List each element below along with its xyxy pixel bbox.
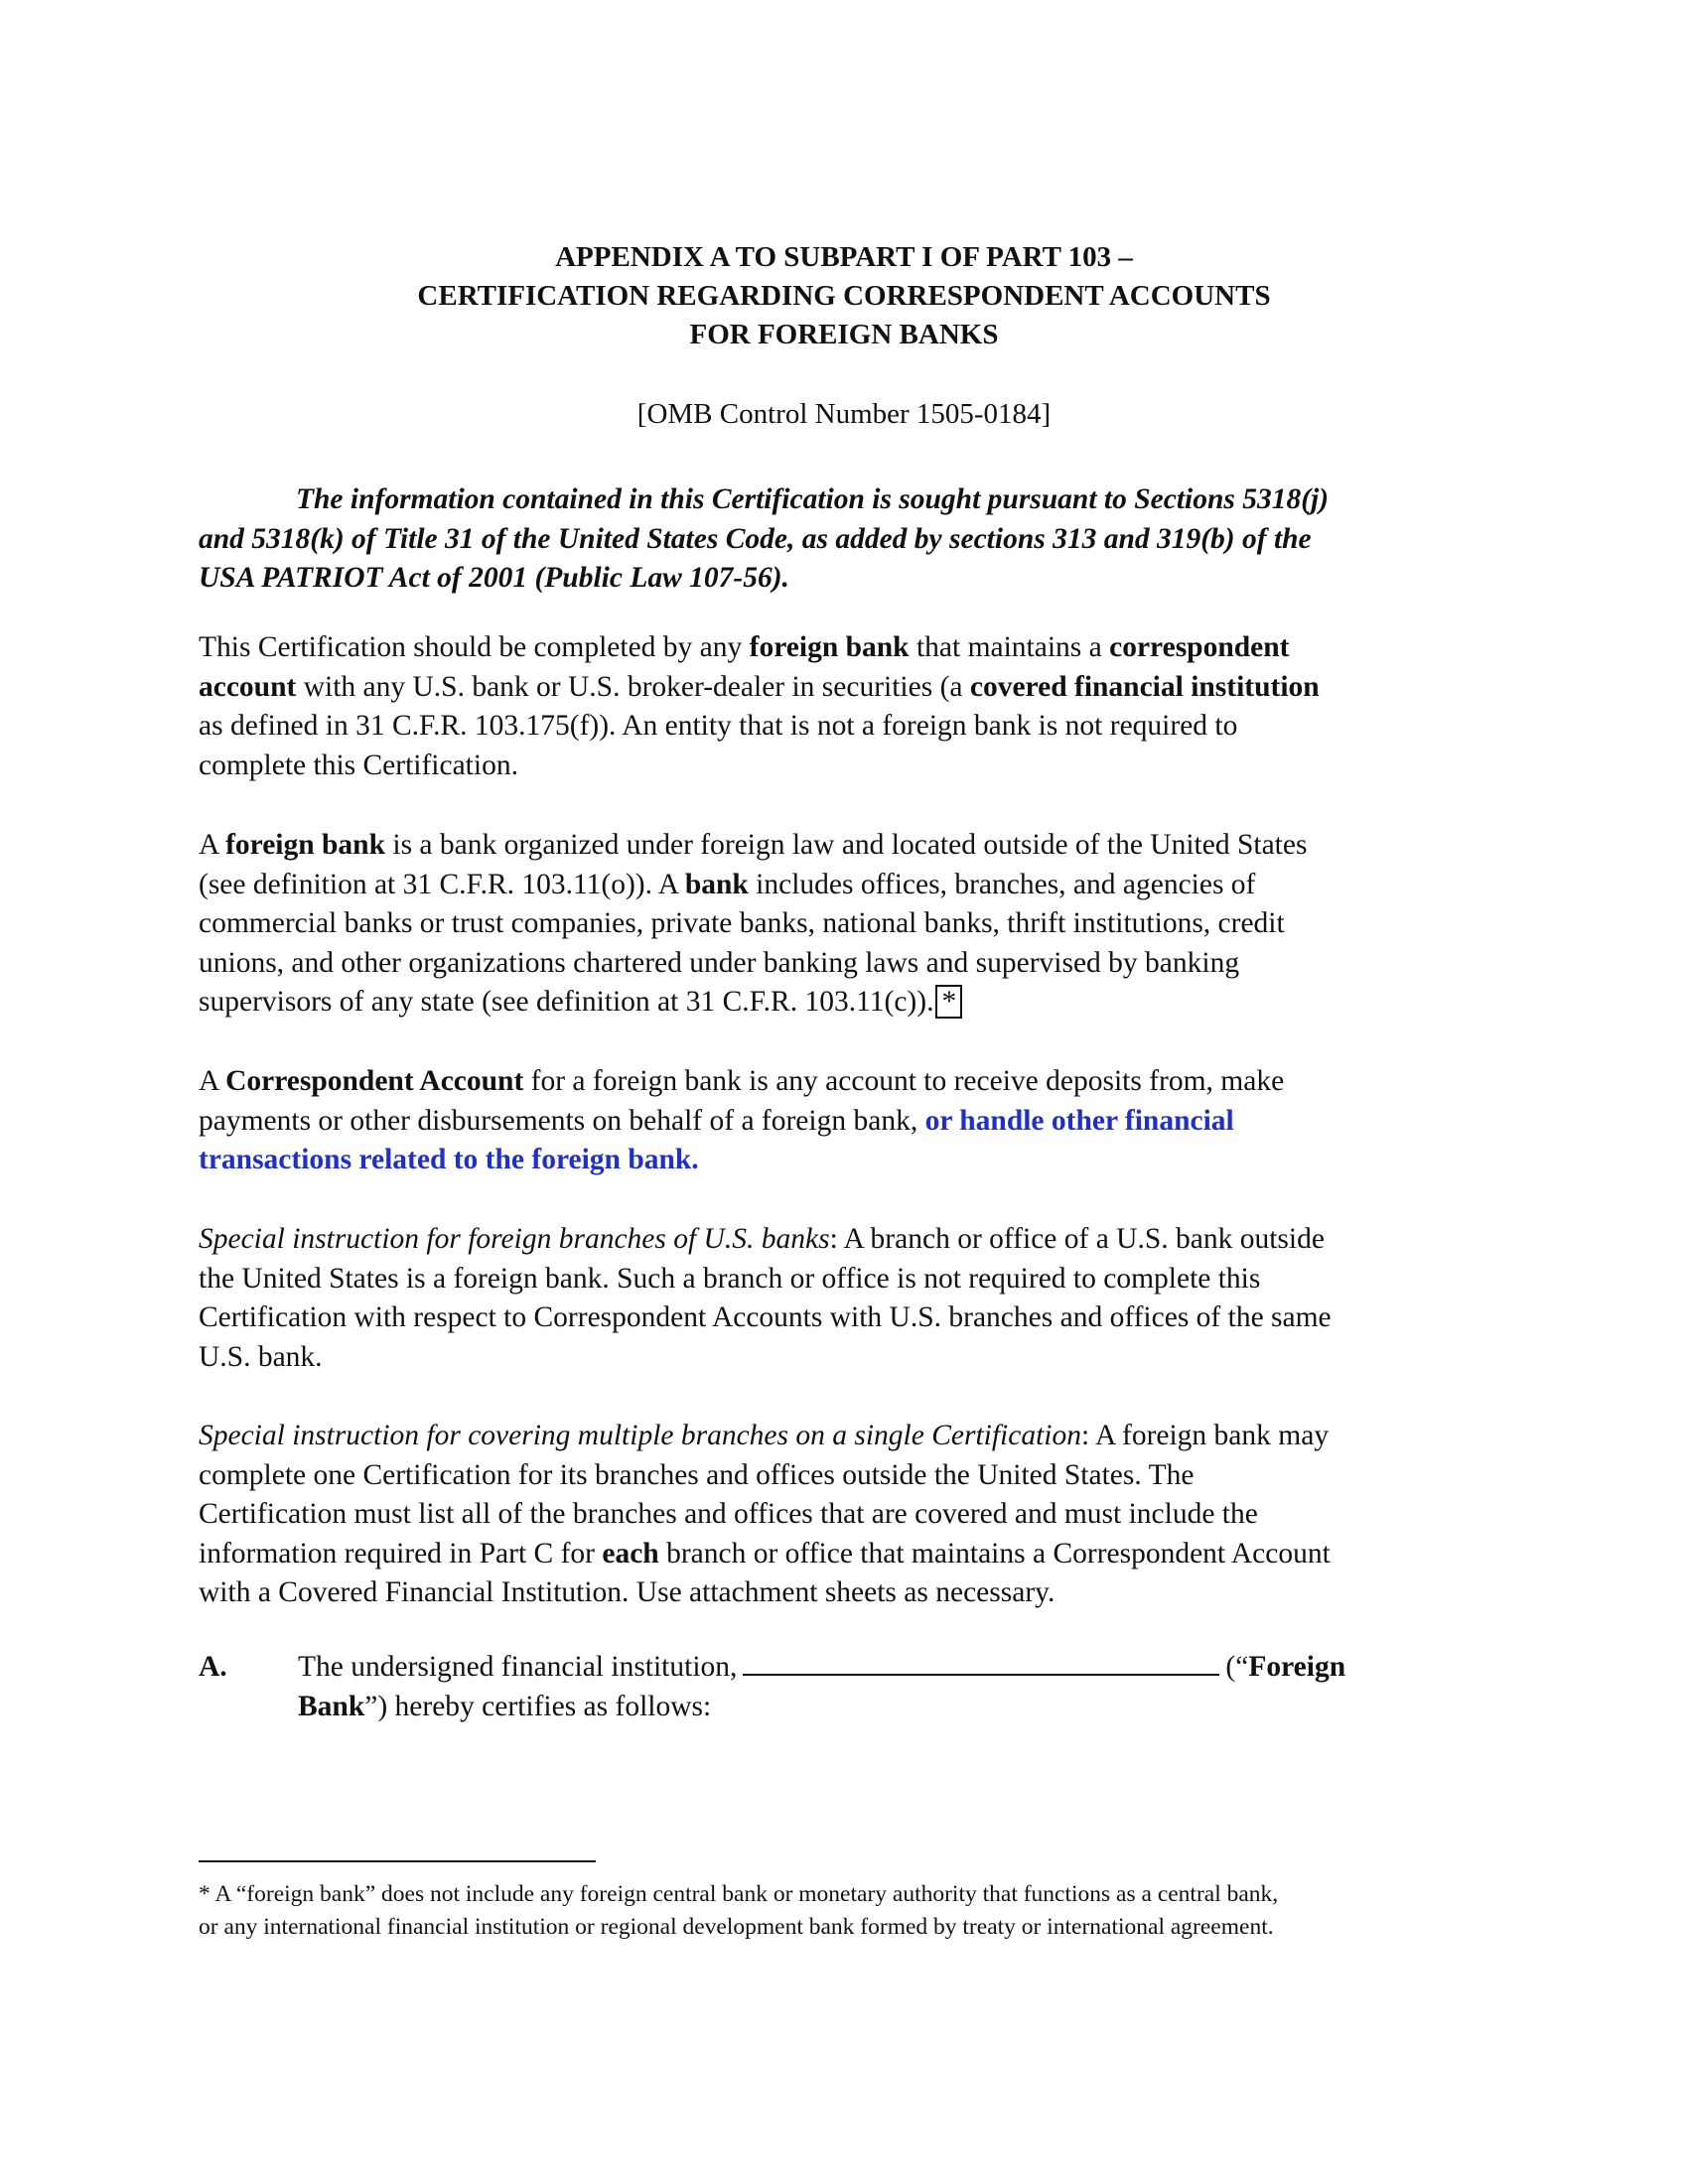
title-line-1: APPENDIX A TO SUBPART I OF PART 103 – [555,241,1133,273]
intro-line-2: and 5318(k) of Title 31 of the United States Code, as added by sections 313 and 319(b) of the [199,522,1312,555]
term-each: each [602,1537,659,1570]
term-correspondent-account: Correspondent Account [225,1065,524,1097]
text-run: : A foreign bank may [1081,1420,1330,1451]
intro-paragraph [199,480,1489,599]
instruction-heading: Special instruction for foreign branches of U.S. banks [199,1223,830,1255]
term-account: account [199,670,297,703]
text-run: information required in Part C for [199,1537,603,1570]
section-a-body [298,1648,1489,1726]
text-line: U.S. bank. [199,1340,323,1373]
title-line-2: CERTIFICATION REGARDING CORRESPONDENT ACCOUNTS [417,280,1271,312]
text-run: that maintains a [909,631,1110,663]
text-line: as defined in 31 C.F.R. 103.175(f)). An entity that is not a foreign bank is not required to [199,710,1238,742]
text-run: The undersigned financial institution, [298,1651,738,1683]
correspondent-account-paragraph [199,1062,1489,1180]
institution-name-field[interactable] [743,1648,1219,1676]
text-run: for a foreign bank is any account to receive deposits from, make [523,1065,1285,1097]
term-foreign: Foreign [1248,1651,1346,1683]
footnote [199,1878,1489,1944]
special-instruction-multiple [199,1417,1489,1613]
title-line-3: FOR FOREIGN BANKS [689,319,999,350]
text-line: with a Covered Financial Institution. Use attachment sheets as necessary. [199,1576,1055,1608]
footnote-line-1: * A “foreign bank” does not include any foreign central bank or monetary authority that functions as a central bank, [199,1881,1279,1907]
text-run: A [199,1065,226,1097]
text-run: includes offices, branches, and agencies of [748,868,1256,900]
footnote-marker[interactable]: * [935,985,962,1019]
text-run: This Certification should be completed by any [199,631,750,663]
text-run: (“ [1225,1651,1249,1683]
term-foreign-bank: foreign bank [749,631,910,663]
highlighted-text: transactions related to the foreign bank. [199,1144,699,1175]
text-run: supervisors of any state (see definition at 31 C.F.R. 103.11(c)). [199,986,934,1018]
text-line: the United States is a foreign bank. Such a branch or office is not required to complete this [199,1262,1261,1295]
text-run: payments or other disbursements on behalf of a foreign bank, [199,1104,925,1137]
text-run: with any U.S. bank or U.S. broker-dealer in securities (a [296,670,970,703]
term-bank: Bank [298,1690,365,1722]
text-run: A [199,829,226,861]
text-line: Certification must list all of the branches and offices that are covered and must include the [199,1498,1258,1530]
definition-paragraph [199,826,1489,1023]
text-line: Certification with respect to Correspondent Accounts with U.S. branches and offices of the same [199,1301,1332,1333]
text-run: is a bank organized under foreign law and located outside of the United States [385,829,1308,861]
text-line: commercial banks or trust companies, private banks, national banks, thrift institutions, credit [199,907,1285,939]
text-run: : A branch or office of a U.S. bank outside [829,1223,1325,1255]
text-run: (see definition at 31 C.F.R. 103.11(o)). A [199,868,685,900]
term-covered-financial-institution: covered financial institution [969,670,1320,703]
section-letter: A. [199,1651,227,1683]
special-instruction-branches [199,1220,1489,1377]
who-completes-paragraph [199,628,1489,785]
term-correspondent: correspondent [1109,631,1290,663]
text-run: branch or office that maintains a Correspondent Account [658,1537,1331,1570]
text-line: complete one Certification for its branches and offices outside the United States. The [199,1458,1195,1491]
term-bank: bank [684,868,749,900]
text-run: ”) hereby certifies as follows: [364,1690,712,1722]
document-title [199,238,1489,354]
instruction-heading: Special instruction for covering multiple branches on a single Certification [199,1420,1081,1451]
omb-control-number: [OMB Control Number 1505-0184] [636,398,1052,430]
highlighted-text: or handle other financial [924,1104,1234,1137]
intro-line-1: The information contained in this Certification is sought pursuant to Sections 5318(j) [296,483,1330,515]
term-foreign-bank: foreign bank [225,829,385,861]
text-line: unions, and other organizations chartered under banking laws and supervised by banking [199,946,1240,979]
footnote-line-2: or any international financial institution or regional development bank formed by treaty or international agreement. [199,1914,1274,1940]
footnote-divider [199,1860,596,1862]
intro-line-3: USA PATRIOT Act of 2001 (Public Law 107-56). [199,562,789,594]
text-line: complete this Certification. [199,749,518,781]
